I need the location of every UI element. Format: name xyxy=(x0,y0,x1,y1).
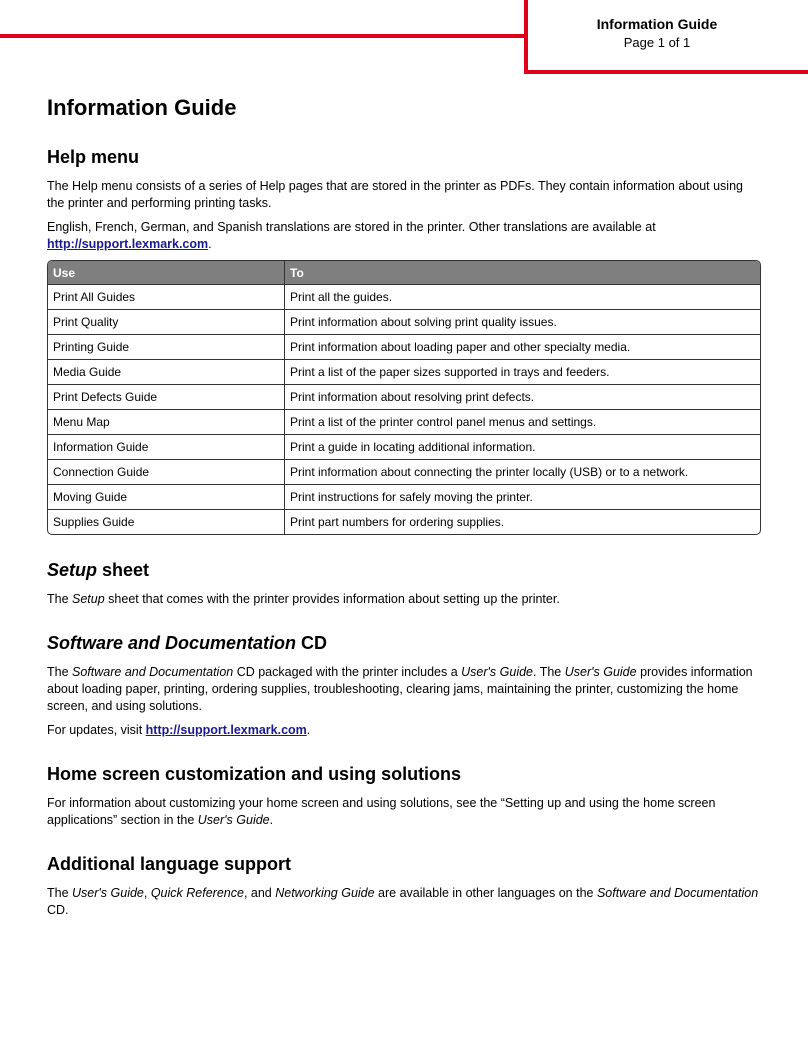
header-title: Information Guide xyxy=(596,16,718,32)
text-run-italic: User's Guide xyxy=(197,813,270,827)
help-menu-heading: Help menu xyxy=(47,147,140,167)
cd-heading-em: Software and Documentation xyxy=(47,633,297,653)
help-menu-translations xyxy=(47,219,761,253)
text-run: For information about customizing your home screen and using solutions, see the “Setting up and using the home screen applications” section in the xyxy=(47,796,716,827)
cell-to: Print a list of the paper sizes supported in trays and feeders. xyxy=(285,360,760,385)
cd-paragraph xyxy=(47,664,761,715)
text-run: sheet that comes with the printer provides information about setting up the printer. xyxy=(104,592,560,606)
cell-to: Print instructions for safely moving the printer. xyxy=(285,485,760,510)
table-row xyxy=(48,435,760,460)
updates-link[interactable]: http://support.lexmark.com xyxy=(145,723,307,737)
text-run: are available in other languages on the xyxy=(374,886,597,900)
help-menu-intro: The Help menu consists of a series of Help pages that are stored in the printer as PDFs. They contain information about using the printer and performing printing tasks. xyxy=(47,179,743,210)
text-run: , and xyxy=(243,886,276,900)
column-header-use: Use xyxy=(48,261,285,285)
cell-to: Print information about solving print quality issues. xyxy=(285,310,760,335)
text-run: CD. xyxy=(47,903,69,917)
table-row xyxy=(48,485,760,510)
text-run: The xyxy=(47,886,73,900)
setup-heading-em: Setup xyxy=(47,560,98,580)
text-run-italic: Software and Documentation xyxy=(72,665,234,679)
cell-to: Print information about resolving print defects. xyxy=(285,385,760,410)
table-header-row xyxy=(48,261,760,285)
home-paragraph xyxy=(47,795,761,829)
setup-heading xyxy=(47,557,761,583)
text-run-italic: User's Guide xyxy=(72,886,144,900)
support-link[interactable]: http://support.lexmark.com xyxy=(47,237,209,251)
header-rule-underline xyxy=(524,70,808,74)
text-run-italic: Software and Documentation xyxy=(596,886,759,900)
table-row xyxy=(48,335,760,360)
cell-to: Print all the guides. xyxy=(285,285,760,310)
table-row xyxy=(48,285,760,310)
table-row xyxy=(48,310,760,335)
table-row xyxy=(48,360,760,385)
text-run: provides information about loading paper, printing, ordering supplies, troubleshooting, clearing jams, maintaining the printer, customizing the home screen, and using solutions. xyxy=(47,665,753,713)
cell-to: Print a list of the printer control panel menus and settings. xyxy=(285,410,760,435)
table-row xyxy=(48,460,760,485)
language-heading: Additional language support xyxy=(47,854,291,874)
cell-to: Print part numbers for ordering supplies. xyxy=(290,515,505,529)
cell-to: Print a guide in locating additional information. xyxy=(285,435,760,460)
text-run-italic: Quick Reference xyxy=(150,886,244,900)
cell-to: Print information about connecting the printer locally (USB) or to a network. xyxy=(285,460,760,485)
translations-end: . xyxy=(208,237,212,251)
translations-text: English, French, German, and Spanish translations are stored in the printer. Other translations are available at xyxy=(47,220,656,234)
home-heading: Home screen customization and using solutions xyxy=(47,764,462,784)
text-run-italic: Setup xyxy=(72,592,105,606)
cell-use: Menu Map xyxy=(48,410,285,435)
cell-use: Connection Guide xyxy=(48,460,285,485)
text-run: . xyxy=(269,813,274,827)
text-run: For updates, visit xyxy=(47,723,146,737)
text-run: , xyxy=(143,886,151,900)
cell-use: Print Defects Guide xyxy=(48,385,285,410)
table-row xyxy=(48,385,760,410)
section-help-menu xyxy=(47,144,761,535)
cell-use: Supplies Guide xyxy=(48,510,285,534)
page-number: Page 1 of 1 xyxy=(623,35,691,50)
section-home-screen xyxy=(47,761,761,829)
section-software-cd xyxy=(47,630,761,739)
text-run-italic: User's Guide xyxy=(564,665,637,679)
section-setup-sheet xyxy=(47,557,761,608)
text-run: . The xyxy=(533,665,565,679)
updates-paragraph xyxy=(47,722,761,739)
header-rule-horizontal xyxy=(0,34,528,38)
cell-use: Media Guide xyxy=(48,360,285,385)
cell-use: Information Guide xyxy=(48,435,285,460)
page-title: Information Guide xyxy=(47,95,237,120)
help-menu-table xyxy=(47,260,761,535)
text-run-italic: Networking Guide xyxy=(275,886,375,900)
running-header xyxy=(528,14,786,52)
text-run: CD packaged with the printer includes a xyxy=(233,665,462,679)
text-run: . xyxy=(306,723,311,737)
cell-use: Moving Guide xyxy=(48,485,285,510)
cell-use: Printing Guide xyxy=(48,335,285,360)
document-body xyxy=(47,92,761,926)
table-row xyxy=(48,510,760,534)
cell-use: Print Quality xyxy=(48,310,285,335)
cd-heading xyxy=(47,630,761,656)
text-run: The xyxy=(47,665,73,679)
setup-paragraph xyxy=(47,591,761,608)
cd-heading-rest: CD xyxy=(296,633,328,653)
table-row xyxy=(48,410,760,435)
text-run: The xyxy=(47,592,73,606)
language-paragraph xyxy=(47,885,761,919)
section-language-support xyxy=(47,851,761,919)
column-header-to: To xyxy=(285,261,760,285)
cell-to: Print information about loading paper and other specialty media. xyxy=(285,335,760,360)
setup-heading-rest: sheet xyxy=(97,560,150,580)
cell-use: Print All Guides xyxy=(48,285,285,310)
text-run-italic: User's Guide xyxy=(461,665,533,679)
